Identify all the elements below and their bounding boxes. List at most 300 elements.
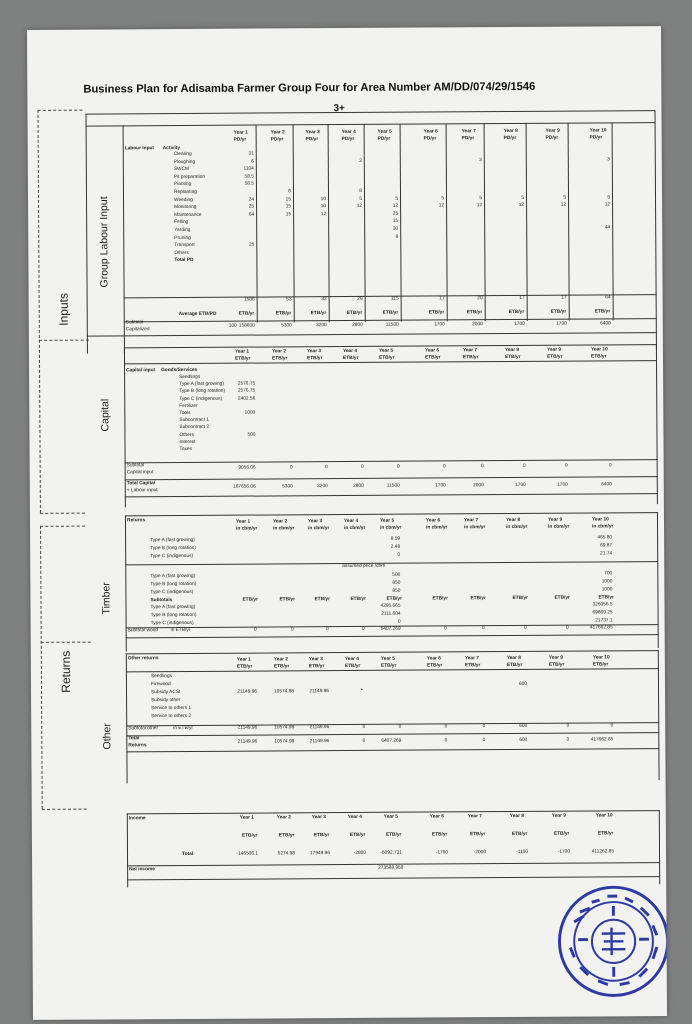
capital-item-row: Type C (indigenous) bbox=[179, 396, 223, 402]
labour-header-year-4: Year 4 bbox=[341, 129, 356, 136]
other-header-unit-10: ETB/yr bbox=[592, 662, 609, 668]
timber-subtotal-cell: 0 bbox=[253, 627, 257, 633]
labour-value-cell: 12 bbox=[392, 203, 399, 209]
total-returns-line bbox=[126, 732, 659, 736]
timber-header-unit-5: in cbm/yr bbox=[380, 525, 402, 531]
capital-value-cell: 500 bbox=[247, 432, 256, 438]
labour-activity-row: Planting bbox=[173, 182, 192, 188]
net-income-label: Net income bbox=[129, 867, 155, 873]
labour-value-cell: 44 bbox=[604, 225, 611, 231]
other-header-unit-3: ETB/yr bbox=[308, 664, 325, 670]
timber-volume-y10: 465.80 bbox=[597, 535, 613, 541]
labour-value-cell: 5 bbox=[521, 195, 525, 201]
labour-bottom-line bbox=[87, 332, 657, 336]
labour-subtotal-cell: 3200 bbox=[316, 323, 327, 329]
other-bullet-mark: • bbox=[361, 687, 363, 693]
timber-price-type: Type A (fast growing) bbox=[150, 573, 196, 580]
labour-value-cell: 5 bbox=[607, 194, 611, 200]
capital-header-unit-8: ETB/yr bbox=[504, 354, 521, 361]
income-year-8: Year 8 bbox=[509, 813, 524, 820]
other-subtotal-cell: 10574.98 bbox=[274, 725, 295, 731]
labour-activity-row: Transport bbox=[174, 243, 195, 249]
timber-price-y10: 700 bbox=[604, 571, 613, 577]
labour-value-cell: 1104 bbox=[243, 166, 254, 172]
labour-value-cell: 5 bbox=[359, 196, 363, 202]
capital-header-unit-2: ETB/yr bbox=[271, 356, 288, 362]
capital-subtotal-cell: 0 bbox=[608, 463, 612, 469]
other-header-unit-4: ETB/yr bbox=[344, 663, 361, 670]
subtotal-other-unit: in ETB/yr bbox=[173, 725, 194, 732]
total-returns-cell: 417662.85 bbox=[590, 737, 614, 743]
labour-capitalized-label: Capitalized bbox=[125, 327, 150, 333]
labour-activity-row: Maintenance bbox=[174, 212, 202, 218]
capital-total-cell: 5300 bbox=[282, 484, 293, 490]
labour-value-cell: 10 bbox=[320, 196, 327, 202]
total-pd-cell: 17 bbox=[519, 295, 525, 301]
labour-col-divider-1 bbox=[256, 125, 258, 323]
capital-item-row: Subcontract 1 bbox=[179, 418, 209, 424]
labour-input-label: Labour Input bbox=[124, 146, 155, 152]
capital-subtotal-cell: 0 bbox=[480, 464, 484, 470]
capital-header-unit-6: ETB/yr bbox=[424, 355, 441, 361]
labour-value-cell: 3 bbox=[607, 156, 610, 162]
timber-dash-bottom bbox=[41, 642, 91, 643]
timber-header-year-9: Year 9 bbox=[547, 517, 563, 523]
labour-value-cell: 8 bbox=[288, 189, 291, 195]
income-bottom-line bbox=[127, 876, 660, 880]
timber-volume-y10: 69.87 bbox=[600, 543, 613, 549]
labour-subtotal-cell: 158600 bbox=[238, 323, 255, 329]
capital-input-label: Capital input bbox=[126, 368, 156, 374]
capital-subtotal-cell: 0 bbox=[522, 463, 526, 469]
timber-etb-y5: 2111.604 bbox=[381, 611, 401, 617]
labour-value-cell: 12 bbox=[560, 202, 567, 208]
other-header-year-7: Year 7 bbox=[464, 656, 479, 662]
capital-item-row: Fertilizer bbox=[179, 403, 198, 409]
inputs-section-label: Inputs bbox=[56, 292, 71, 326]
total-returns-cell: 0 bbox=[444, 738, 448, 744]
timber-etb-y5: 4295.665 bbox=[380, 603, 401, 609]
other-subtotal-cell: 21149.96 bbox=[309, 725, 330, 731]
income-unit-1: ETB/yr bbox=[241, 833, 258, 839]
timber-etb-type: Type C (indigenous) bbox=[150, 620, 194, 627]
plus-labour-label: + Labour input bbox=[126, 488, 158, 494]
stamp-center-emblem bbox=[602, 928, 626, 956]
total-returns-cell: 10574.98 bbox=[274, 739, 295, 745]
capital-value-cell: 1000 bbox=[244, 410, 256, 416]
total-returns-cell: 600 bbox=[519, 737, 528, 743]
other-item-row: Subsidy ACSI bbox=[151, 690, 181, 696]
labour-activity-row: Total PD bbox=[174, 258, 194, 264]
timber-header-year-10: Year 10 bbox=[591, 517, 609, 523]
inputs-frame-bottom bbox=[40, 513, 85, 514]
capital-header-year-2: Year 2 bbox=[271, 349, 287, 355]
capital-item-row: Others bbox=[179, 432, 194, 438]
other-header-year-6: Year 6 bbox=[426, 656, 441, 662]
labour-value-cell: 3 bbox=[359, 158, 362, 164]
income-unit-2: ETB/yr bbox=[278, 833, 295, 839]
other-header-unit-1: ETB/yr bbox=[236, 664, 253, 670]
other-header-year-9: Year 9 bbox=[548, 655, 563, 661]
capital-total-cell: 1700 bbox=[515, 482, 526, 488]
labour-subtotal-cell: 2000 bbox=[472, 322, 483, 328]
timber-header-year-7: Year 7 bbox=[463, 518, 479, 524]
timber-header-unit-1: in cbm/yr bbox=[236, 526, 258, 532]
total-pd-cell: 115 bbox=[390, 296, 399, 302]
labour-header-unit-1: PD/yr bbox=[233, 137, 247, 143]
title-row-line bbox=[86, 122, 656, 126]
income-total-cell: -1700 bbox=[557, 849, 571, 855]
labour-etb-unit: ETB/yr bbox=[382, 310, 399, 316]
capital-total-line bbox=[125, 476, 658, 480]
timber-header-unit-3: in cbm/yr bbox=[308, 526, 330, 532]
labour-header-year-1: Year 1 bbox=[233, 130, 248, 136]
capital-header-year-9: Year 9 bbox=[546, 347, 562, 353]
labour-header-year-6: Year 6 bbox=[423, 129, 438, 135]
capital-header-year-8: Year 8 bbox=[504, 347, 520, 354]
capital-item-row: Interest bbox=[179, 439, 196, 445]
timber-etb-y10: 326056.5 bbox=[592, 602, 613, 608]
capital-value-cell: 2576.75 bbox=[237, 388, 256, 395]
labour-value-cell: 64 bbox=[248, 212, 255, 218]
labour-header-unit-2: PD/yr bbox=[270, 137, 284, 143]
timber-price-type: Type C (indigenous) bbox=[150, 589, 194, 596]
labour-value-cell: 58.5 bbox=[244, 181, 254, 188]
timber-header-unit-10: in cbm/yr bbox=[592, 524, 614, 530]
timber-etb-unit: ETB/yr bbox=[554, 595, 570, 601]
income-unit-6: ETB/yr bbox=[431, 832, 448, 838]
labour-subtotal-cell: 2800 bbox=[352, 322, 363, 328]
income-total-cell: -2000 bbox=[473, 850, 487, 856]
capital-header-unit-5: ETB/yr bbox=[378, 355, 395, 361]
labour-header-year-3: Year 3 bbox=[305, 130, 320, 136]
other-item-row: Seedlings bbox=[150, 674, 173, 680]
other-header-year-8: Year 8 bbox=[506, 655, 521, 662]
timber-header-year-5: Year 5 bbox=[379, 518, 395, 524]
document-page bbox=[27, 26, 667, 1020]
labour-activity-header: Activity bbox=[162, 146, 181, 152]
capital-header-year-7: Year 7 bbox=[462, 348, 478, 354]
income-unit-9: ETB/yr bbox=[553, 831, 570, 837]
labour-value-cell: 24 bbox=[248, 197, 255, 203]
average-etb-pd-label: Average ETB/PD bbox=[178, 311, 217, 318]
capital-total-cell: 1700 bbox=[435, 483, 446, 489]
other-header-year-1: Year 1 bbox=[236, 657, 251, 663]
other-item-row: Service to others 1 bbox=[151, 705, 192, 712]
capital-subtotal-cell: 0 bbox=[289, 465, 293, 471]
capital-header-year-10: Year 10 bbox=[590, 347, 608, 353]
total-pd-cell: 64 bbox=[605, 295, 611, 301]
total-returns-cell: 21149.96 bbox=[309, 739, 330, 745]
timber-subtotal-cell: 0 bbox=[565, 625, 569, 631]
other-item-row: Service to others 2 bbox=[151, 713, 192, 720]
labour-col-divider-7 bbox=[484, 123, 486, 321]
labour-value-cell: 5 bbox=[441, 195, 445, 202]
labour-value-cell: 10 bbox=[320, 204, 327, 210]
labour-activity-row: Ploughing bbox=[173, 159, 196, 165]
total-pd-cell: 28 bbox=[357, 296, 363, 302]
other-left-border bbox=[126, 653, 128, 783]
total-pd-cell: 32 bbox=[321, 297, 327, 303]
timber-etb-unit: ETB/yr bbox=[470, 596, 486, 602]
assumed-price-label: assumed price /cbm bbox=[342, 563, 386, 570]
income-total-cell: 411262.85 bbox=[591, 849, 615, 855]
labour-header-unit-5: PD/yr bbox=[377, 136, 391, 142]
labour-header-year-2: Year 2 bbox=[270, 130, 285, 136]
timber-right-border bbox=[657, 512, 659, 648]
labour-activity-row: Yarding bbox=[174, 227, 191, 234]
other-top-line bbox=[126, 650, 659, 654]
timber-header-unit-2: in cbm/yr bbox=[273, 526, 295, 532]
other-label: Other bbox=[101, 723, 114, 750]
income-total-cell: 5274.98 bbox=[277, 851, 296, 857]
labour-value-cell: 12 bbox=[438, 203, 445, 209]
other-right-border bbox=[658, 650, 660, 780]
capital-header-unit-9: ETB/yr bbox=[546, 354, 563, 360]
timber-etb-y5: 0 bbox=[397, 619, 401, 625]
capital-item-row: Taxes bbox=[179, 446, 193, 453]
income-unit-5: ETB/yr bbox=[385, 832, 402, 838]
timber-subtotal-cell: 0 bbox=[361, 626, 365, 632]
timber-etb-unit: ETB/yr bbox=[512, 595, 528, 601]
average-etb-pd-value: 100 bbox=[228, 323, 237, 329]
labour-value-cell: 25 bbox=[392, 211, 399, 217]
labour-header-unit-4: PD/yr bbox=[341, 136, 355, 143]
other-subtotal-cell: 0 bbox=[444, 724, 448, 730]
labour-col-divider-10 bbox=[612, 122, 614, 320]
labour-subtotal-cell: 1700 bbox=[434, 322, 445, 328]
capital-input-sublabel: Capital input bbox=[126, 470, 154, 476]
labour-subtotal-cell: 1700 bbox=[556, 321, 567, 327]
capital-bottom-line bbox=[125, 493, 658, 497]
labour-value-cell: 58.5 bbox=[244, 174, 254, 180]
labour-col-divider-2 bbox=[293, 124, 295, 322]
income-unit-3: ETB/yr bbox=[313, 833, 330, 839]
other-subtotal-cell: 0 bbox=[398, 724, 402, 730]
timber-header-year-6: Year 6 bbox=[425, 518, 441, 524]
timber-price-y5: 500 bbox=[392, 572, 401, 578]
labour-col-divider-3 bbox=[328, 124, 330, 322]
timber-price-type: Type B (long rotation) bbox=[150, 581, 197, 588]
total-returns-cell: 0 bbox=[482, 738, 486, 744]
labour-label-border bbox=[123, 125, 125, 353]
subtotal-wood-label: Subtotal wood bbox=[127, 628, 159, 634]
total-pd-cell: 17 bbox=[561, 295, 567, 301]
total-returns-cell: 21149.96 bbox=[237, 739, 258, 745]
labour-etb-unit: ETB/yr bbox=[346, 310, 363, 316]
capital-subtotal-cell: 0 bbox=[360, 464, 364, 470]
labour-etb-unit: ETB/yr bbox=[550, 309, 567, 315]
timber-volume-type: Type A (fast growing) bbox=[150, 537, 195, 544]
capital-item-row: Type B (long rotation) bbox=[179, 389, 226, 395]
labour-value-cell: 8 bbox=[359, 188, 362, 194]
timber-price-y10: 1000 bbox=[601, 579, 613, 585]
timber-header-unit-8: in cbm/yr bbox=[506, 524, 528, 531]
other-header-unit-2: ETB/yr bbox=[273, 664, 290, 670]
timber-price-y10: 1000 bbox=[601, 587, 613, 593]
timber-bottom-line bbox=[126, 634, 659, 638]
labour-activity-row: Clearing bbox=[173, 151, 192, 158]
labour-value-cell: 5 bbox=[395, 196, 399, 202]
capital-header-year-5: Year 5 bbox=[378, 348, 394, 354]
capital-total-cell: 6400 bbox=[601, 482, 612, 488]
income-total-label: Total bbox=[182, 851, 194, 858]
income-unit-7: ETB/yr bbox=[469, 832, 486, 838]
labour-etb-unit: ETB/yr bbox=[310, 311, 327, 317]
timber-etb-y10: 69869.25 bbox=[592, 610, 613, 616]
income-unit-8: ETB/yr bbox=[511, 831, 528, 837]
timber-subtotal-cell: 0 bbox=[290, 627, 294, 633]
labour-header-unit-9: PD/yr bbox=[545, 135, 559, 141]
capital-total-cell: 1700 bbox=[557, 482, 568, 488]
returns-section-label: Returns bbox=[58, 650, 74, 693]
income-year-4: Year 4 bbox=[347, 814, 362, 821]
labour-value-cell: 30 bbox=[392, 226, 399, 232]
income-year-7: Year 7 bbox=[467, 814, 482, 820]
capital-header-year-1: Year 1 bbox=[234, 349, 250, 355]
capital-header-unit-3: ETB/yr bbox=[306, 356, 323, 362]
capital-label: Capital bbox=[99, 398, 112, 432]
timber-volume-y10: 21.74 bbox=[600, 551, 613, 557]
income-year-9: Year 9 bbox=[551, 813, 566, 819]
income-total-cell: -5092.731 bbox=[380, 850, 403, 856]
timber-etb-unit: ETB/yr bbox=[314, 597, 330, 603]
labour-right-border bbox=[654, 110, 656, 350]
labour-header-year-8: Year 8 bbox=[503, 128, 518, 135]
timber-price-y5: 850 bbox=[392, 588, 401, 594]
timber-etb-unit: ETB/yr bbox=[598, 595, 614, 601]
labour-etb-unit: ETB/yr bbox=[428, 310, 445, 316]
capital-total-cell: 2000 bbox=[473, 483, 484, 489]
labour-header-unit-6: PD/yr bbox=[423, 136, 437, 142]
returns-label: Returns bbox=[126, 518, 146, 524]
timber-etb-type: Type A (fast growing) bbox=[150, 604, 196, 611]
capital-total-cell: 167656.06 bbox=[233, 484, 256, 490]
labour-activity-row: Others bbox=[174, 250, 189, 256]
total-returns-cell: 6407.269 bbox=[381, 738, 402, 744]
labour-col-divider-5 bbox=[400, 124, 402, 322]
timber-subtotal-cell: 0 bbox=[325, 627, 329, 633]
other-header-year-2: Year 2 bbox=[273, 657, 288, 663]
labour-value-cell: 15 bbox=[285, 196, 292, 202]
official-stamp bbox=[554, 882, 667, 1001]
income-right-border bbox=[659, 810, 660, 884]
capital-item-row: Seedlings bbox=[179, 374, 201, 381]
labour-value-cell: 12 bbox=[518, 203, 525, 209]
labour-dash-bottom bbox=[39, 340, 89, 341]
total-returns-cell: 0 bbox=[362, 738, 366, 744]
labour-value-cell: 8 bbox=[395, 234, 399, 240]
timber-subtotal-cell: 6407.269 bbox=[380, 626, 401, 632]
total-returns-cell: 0 bbox=[566, 737, 570, 743]
timber-volume-type: Type C (indigenous) bbox=[150, 553, 194, 560]
labour-etb-unit: ETB/yr bbox=[594, 309, 611, 315]
capital-subtotal-cell: 0 bbox=[396, 464, 400, 470]
other-header-year-4: Year 4 bbox=[344, 656, 359, 663]
labour-value-cell: 3 bbox=[479, 157, 482, 163]
timber-volume-type: Type B (long rotation) bbox=[150, 545, 197, 552]
timber-header-year-1: Year 1 bbox=[235, 519, 251, 525]
capital-total-cell: 2800 bbox=[353, 483, 364, 489]
timber-header-unit-4: in cbm/yr bbox=[344, 525, 366, 532]
income-total-cell: -2800 bbox=[353, 850, 367, 856]
inputs-frame-left bbox=[37, 110, 40, 513]
other-subtotal-line bbox=[126, 722, 659, 726]
total-pd-cell: 53 bbox=[286, 297, 292, 303]
labour-header-year-9: Year 9 bbox=[545, 128, 560, 134]
capital-value-cell: 2576.75 bbox=[237, 381, 256, 387]
labour-col-divider-6 bbox=[446, 123, 448, 321]
other-header-unit-9: ETB/yr bbox=[548, 662, 565, 668]
labour-activity-row: Pruning bbox=[174, 235, 191, 241]
other-item-row: Subsidy other bbox=[151, 698, 181, 704]
other-subtotal-cell: 0 bbox=[566, 723, 570, 729]
labour-activity-row: Monitoring bbox=[174, 205, 197, 211]
labour-col-divider-4 bbox=[364, 124, 366, 322]
firewood-y8-cell: 600 bbox=[518, 681, 528, 687]
timber-etb-unit: ETB/yr bbox=[432, 596, 448, 602]
timber-header-unit-6: in cbm/yr bbox=[426, 525, 448, 531]
returns-frame-left bbox=[40, 526, 43, 809]
income-year-3: Year 3 bbox=[311, 815, 326, 821]
timber-header-year-8: Year 8 bbox=[505, 517, 521, 524]
other-returns-label: Other returns bbox=[127, 656, 159, 662]
labour-etb-unit: ETB/yr bbox=[238, 311, 255, 317]
labour-header-unit-7: PD/yr bbox=[461, 136, 475, 142]
capital-subtotal-line bbox=[125, 459, 658, 463]
labour-value-cell: 12 bbox=[356, 204, 363, 210]
other-header-year-10: Year 10 bbox=[592, 655, 610, 661]
labour-header-unit-10: PD/yr bbox=[589, 135, 603, 141]
timber-header-year-4: Year 4 bbox=[343, 518, 359, 525]
capital-subtotal-cell: 0 bbox=[564, 463, 568, 469]
total-capital-label: Total Capital bbox=[126, 481, 156, 487]
timber-volume-y5: 2.48 bbox=[390, 544, 401, 550]
capital-header-unit-10: ETB/yr bbox=[590, 354, 607, 360]
capital-value-cell: 2402.56 bbox=[237, 396, 256, 402]
capital-total-cell: 11500 bbox=[386, 483, 400, 489]
capital-item-row: Subcontract 2 bbox=[179, 425, 210, 431]
capital-header-year-4: Year 4 bbox=[342, 348, 358, 355]
income-year-6: Year 6 bbox=[429, 814, 444, 820]
total-pd-cell: 1586 bbox=[243, 297, 255, 303]
income-total-cell: -1700 bbox=[435, 850, 449, 856]
labour-activity-row: SWCM bbox=[173, 167, 190, 173]
capital-subtotal-cell: 9056.06 bbox=[238, 465, 256, 471]
labour-activity-row: Pit preparation bbox=[173, 174, 206, 180]
labour-value-cell: 15 bbox=[285, 212, 292, 218]
capital-header-year-3: Year 3 bbox=[306, 349, 322, 355]
labour-etb-unit: ETB/yr bbox=[275, 311, 292, 317]
labour-col-divider-8 bbox=[526, 123, 528, 321]
other-header-unit-7: ETB/yr bbox=[464, 663, 481, 669]
timber-header-unit-7: in cbm/yr bbox=[464, 525, 486, 531]
income-unit-10: ETB/yr bbox=[597, 831, 614, 837]
subtotal-wood-unit: in ETB/yr bbox=[170, 627, 191, 634]
other-item-row: Firewood bbox=[150, 682, 171, 688]
labour-subtotal-cell: 1700 bbox=[514, 321, 525, 327]
timber-etb-y10: 21737.1 bbox=[595, 618, 613, 624]
subsidy-acsi-cell: 21149.96 bbox=[309, 689, 330, 695]
labour-value-cell: 12 bbox=[320, 211, 327, 217]
timber-subtotal-cell: 0 bbox=[443, 626, 447, 632]
returns-sublabel: Returns bbox=[128, 743, 147, 749]
timber-subtotals-label: Subtotals bbox=[150, 598, 173, 604]
timber-etb-unit: ETB/yr bbox=[386, 596, 402, 602]
capital-subtotal-cell: 0 bbox=[324, 465, 328, 471]
other-subtotal-cell: 0 bbox=[610, 723, 614, 729]
capital-header-year-6: Year 6 bbox=[424, 348, 440, 354]
